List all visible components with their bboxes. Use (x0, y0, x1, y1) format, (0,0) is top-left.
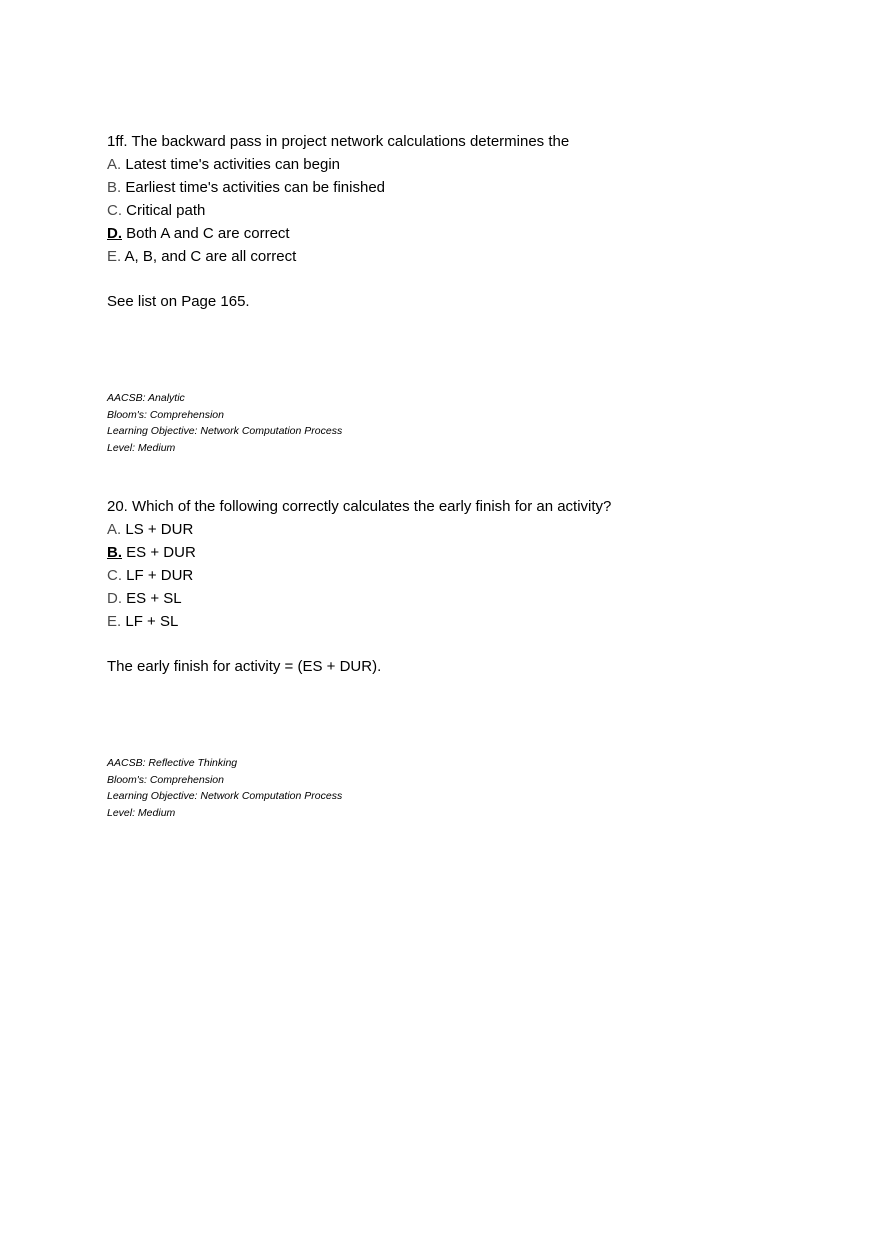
meta-aacsb: AACSB: Reflective Thinking (107, 757, 238, 769)
question-metadata (107, 755, 807, 821)
option-text: A, B, and C are all correct (124, 248, 297, 265)
question-20 (107, 495, 807, 821)
option-c (107, 564, 807, 587)
option-letter: C. (107, 567, 122, 584)
option-letter: E. (107, 613, 122, 630)
meta-level: Level: Medium (107, 806, 176, 819)
option-a (107, 518, 807, 541)
option-letter: C. (107, 202, 122, 219)
option-letter: D. (107, 590, 122, 607)
option-text: Latest time's activities can begin (125, 156, 340, 173)
option-text: ES + SL (126, 590, 182, 607)
meta-blooms: Bloom's: Comprehension (107, 773, 224, 786)
question-stem: 20. Which of the following correctly calculates the early finish for an activity? (107, 498, 612, 515)
option-letter: A. (107, 156, 122, 173)
option-letter: B. (107, 179, 122, 196)
option-e (107, 245, 807, 268)
meta-level: Level: Medium (107, 441, 176, 454)
question-stem: 1ff. The backward pass in project network calculations determines the (107, 133, 570, 150)
option-text: Critical path (126, 202, 206, 219)
option-c (107, 199, 807, 222)
answer-explanation: The early finish for activity = (ES + DUR). (107, 658, 382, 675)
meta-aacsb: AACSB: Analytic (107, 392, 185, 404)
option-text: Earliest time's activities can be finished (125, 179, 386, 196)
option-text: ES + DUR (126, 544, 196, 561)
option-d (107, 587, 807, 610)
option-text: LF + DUR (126, 567, 194, 584)
question-1ff (107, 130, 807, 456)
option-letter: A. (107, 521, 122, 538)
meta-learning-objective: Learning Objective: Network Computation Process (107, 425, 343, 437)
option-e (107, 610, 807, 633)
option-text: LF + SL (125, 613, 179, 630)
correct-answer-letter: D. (107, 225, 122, 242)
option-b-correct (107, 541, 807, 564)
option-text: Both A and C are correct (126, 225, 290, 242)
option-d-correct (107, 222, 807, 245)
answer-explanation: See list on Page 165. (107, 293, 250, 310)
option-letter: E. (107, 248, 122, 265)
option-b (107, 176, 807, 199)
option-text: LS + DUR (125, 521, 194, 538)
correct-answer-letter: B. (107, 544, 122, 561)
meta-learning-objective: Learning Objective: Network Computation Process (107, 790, 343, 802)
option-a (107, 153, 807, 176)
meta-blooms: Bloom's: Comprehension (107, 408, 224, 421)
question-metadata (107, 390, 807, 456)
